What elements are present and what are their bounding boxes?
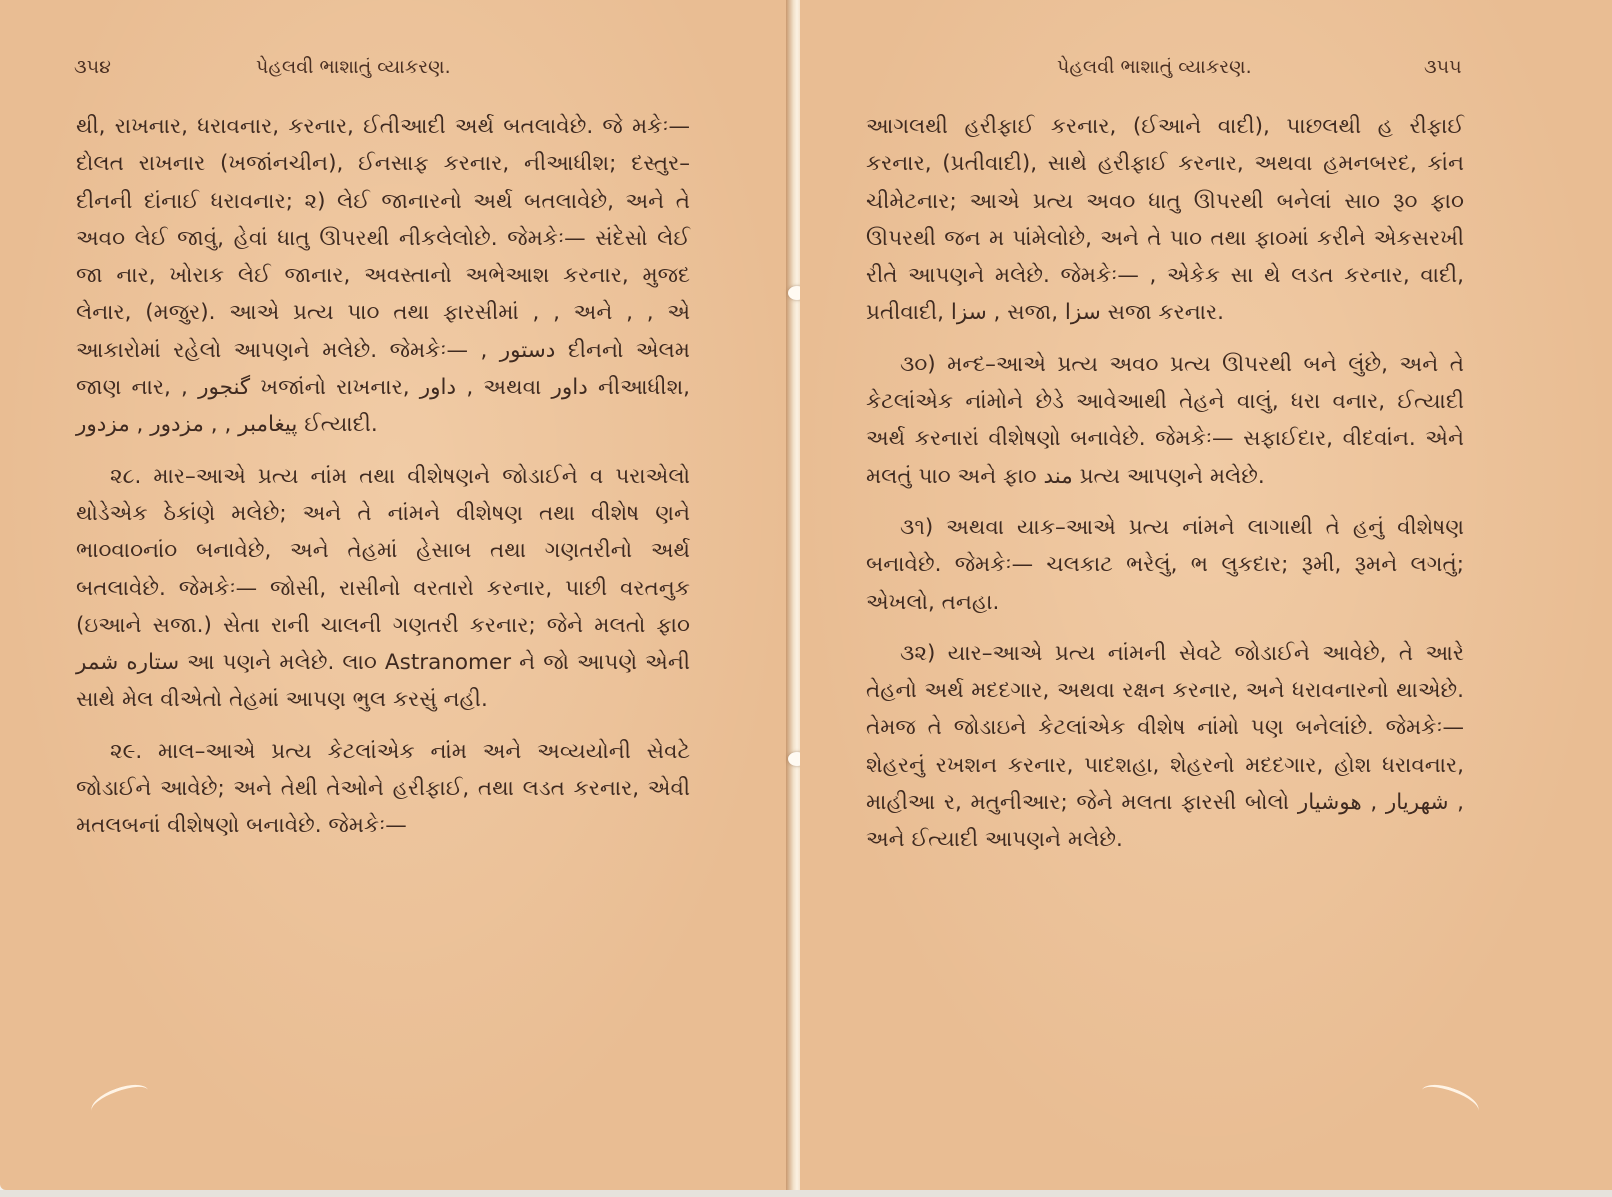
paragraph: ૩૦) મન્દ–આએ પ્રત્ય અવ૦ પ્રત્ય ઊપરથી બને લુંછે, અને તે કેટલાંએક નાંમોને છેડે આવેઆથી તેહને વાલું, ધરા વનાર, ઈત્યાદી અર્થ કરનારાં વીશેષણો બનાવેછે. જેમકેઃ— સફાઈદાર, વીદવાંન. એને મલતું પા૦ અને ફા૦ مند પ્રત્ય આપણને મલેછે. [866,351,1464,489]
left-page [0,0,792,1190]
page-number-right: ૩૫૫ [1424,56,1462,78]
paragraph: ૨૮. માર–આએ પ્રત્ય નાંમ તથા વીશેષણને જોડાઈને વ પરાએલો થોડેએક ઠેકાંણે મલેછે; અને તે નાંમને વીશેષણ તથા વીશેષ ણને ભા૦વા૦નાં૦ બનાવેછે, અને તેહમાં હેસાબ તથા ગણતરીનો અર્થ બતલાવેછે. જેમકેઃ— જોસી, રાસીનો વરતારો કરનાર, પાછી વરતનુક (ઇઆને સજા.) સેતા રાની ચાલની ગણતરી કરનાર; જેને મલતો ફા૦ ستاره شمر આ પણને મલેછે. લા૦ Astranomer ને જો આપણે એની સાથે મેલ વીએતો તેહમાં આપણ ભુલ કરસું નહી. [76,463,691,713]
right-page [800,0,1612,1190]
paragraph: ૨૯. માલ–આએ પ્રત્ય કેટલાંએક નાંમ અને અવ્યયોની સેવટે જોડાઈને આવેછે; અને તેથી તેઓને હરીફાઈ, તથા લડત કરનાર, એવી મતલબનાં વીશેષણો બનાવેછે. જેમકેઃ— [76,738,690,839]
page-crease [1418,1078,1483,1122]
running-title-right: પેહલવી ભાશાતું વ્યાકરણ. [1057,56,1252,78]
paragraph: ૩૧) અથવા યાક–આએ પ્રત્ય નાંમને લાગાથી તે હનું વીશેષણ બનાવેછે. જેમકેઃ— ચલકાટ ભરેલું, ભ લુકદાર; રૂમી, રૂમને લગતું; એખલો, તનહા. [866,514,1464,615]
paragraph: થી, રાખનાર, ધરાવનાર, કરનાર, ઈતીઆદી અર્થ બતલાવેછે. જે મકેઃ— દોલત રાખનાર (ખજાંનચીન), ઈનસાફ કરનાર, નીઆધીશ; દસ્તુર–દીનની દાંનાઈ ધરાવનાર; ૨) લેઈ જાનારનો અર્થ બતલાવેછે, અને તે અવ૦ લેઈ જાવું, હેવાં ધાતુ ઊપરથી નીકલેલોછે. જેમકેઃ— સંદેસો લેઈ જા નાર, ખોરાક લેઈ જાનાર, અવસ્તાનો અભેઆશ કરનાર, મુજદ લેનાર, (મજુર). આએ પ્રત્ય પા૦ તથા ફારસીમાં , , અને , , એ આકારોમાં રહેલો આપણને મલેછે. જેમકેઃ— , دستور દીનનો એલમ જાણ નાર, , گنجور ખજાંનો રાખનાર, داور , અથવા داور નીઆધીશ, پیغامبر , , مزدور , مزدور ઈત્યાદી. [76,114,690,438]
left-page-body [76,108,690,845]
page-crease [88,1078,153,1122]
right-page-body [866,108,1464,859]
page-number-left: ૩૫૪ [74,56,111,78]
running-title-left: પેહલવી ભાશાતું વ્યાકરણ. [256,56,451,78]
scan-edge [0,1190,1612,1197]
paragraph: ૩૨) યાર–આએ પ્રત્ય નાંમની સેવટે જોડાઈને આવેછે, તે આરે તેહનો અર્થ મદદગાર, અથવા રક્ષન કરનાર, અને ધરાવનારનો થાએછે. તેમજ તે જોડાઇને કેટલાંએક વીશેષ નાંમો પણ બનેલાંછે. જેમકેઃ— શેહરનું રખશન કરનાર, પાદશહા, શેહરનો મદદગાર, હોશ ધરાવનાર, માહીઆ ર, મતુનીઆર; જેને મલતા ફારસી બોલો شهریار , هوشیار , અને ઈત્યાદી આપણને મલેછે. [866,640,1465,853]
paragraph: આગલથી હરીફાઈ કરનાર, (ઈઆને વાદી), પાછલથી હ રીફાઈ કરનાર, (પ્રતીવાદી), સાથે હરીફાઈ કરનાર, અથવા હમનબરદ, કાંન ચીમેટનાર; આએ પ્રત્ય અવ૦ ધાતુ ઊપરથી બનેલાં સા૦ રૂ૦ ફા૦ ઊપરથી જન મ પાંમેલોછે, અને તે પા૦ તથા ફા૦માં કરીને એકસરખી રીતે આપણને મલેછે. જેમકેઃ— , એકેક સા થે લડત કરનાર, વાદી, પ્રતીવાદી, سزا , સજા, سزا સજા કરનાર. [866,114,1464,326]
